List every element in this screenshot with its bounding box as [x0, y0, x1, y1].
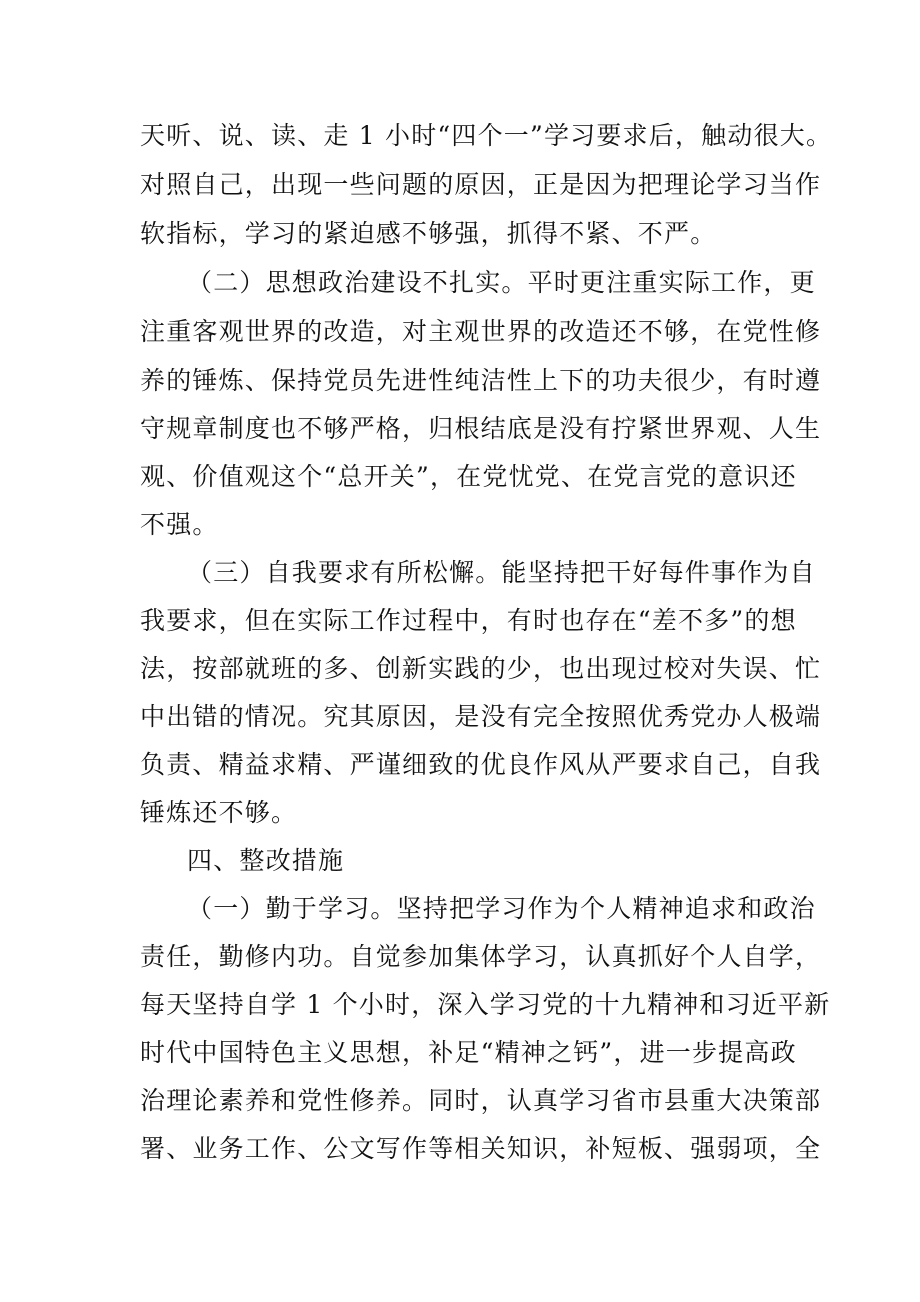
text-line: 养的锤炼、保持党员先进性纯洁性上下的功夫很少，有时遵 [140, 366, 822, 395]
text-line: 天听、说、读、走 1 小时“四个一”学习要求后，触动很大。 [140, 121, 833, 150]
text-line: 每天坚持自学 1 个小时，深入学习党的十九精神和习近平新 [140, 990, 831, 1019]
text-line: 我要求，但在实际工作过程中，有时也存在“差不多”的想 [140, 606, 797, 635]
text-line: 对照自己，出现一些问题的原因，正是因为把理论学习当作 [140, 170, 822, 199]
text-line: 守规章制度也不够严格，归根结底是没有拧紧世界观、人生 [140, 414, 822, 443]
text-line: 治理论素养和党性修养。同时，认真学习省市县重大决策部 [140, 1086, 822, 1115]
text-line: 注重客观世界的改造，对主观世界的改造还不够，在党性修 [140, 317, 822, 346]
paragraph-start-line: （三）自我要求有所松懈。能坚持把干好每件事作为自 [187, 558, 816, 587]
text-line: 时代中国特色主义思想，补足“精神之钙”，进一步提高政 [140, 1038, 797, 1067]
paragraph-start-line: （一）勤于学习。坚持把学习作为个人精神追求和政治 [187, 894, 816, 923]
text-line: 责任，勤修内功。自觉参加集体学习，认真抓好个人自学， [140, 942, 822, 971]
text-line: 不强。 [140, 510, 219, 539]
text-line: 软指标，学习的紧迫感不够强，抓得不紧、不严。 [140, 219, 717, 248]
text-line: 法，按部就班的多、创新实践的少，也出现过校对失误、忙 [140, 654, 822, 683]
section-heading: 四、整改措施 [187, 846, 345, 875]
text-line: 观、价值观这个“总开关”，在党忧党、在党言党的意识还 [140, 462, 797, 491]
text-line: 负责、精益求精、严谨细致的优良作风从严要求自己，自我 [140, 750, 822, 779]
paragraph-start-line: （二）思想政治建设不扎实。平时更注重实际工作，更 [187, 268, 816, 297]
text-line: 署、业务工作、公文写作等相关知识，补短板、强弱项，全 [140, 1134, 822, 1163]
text-line: 锤炼还不够。 [140, 798, 298, 827]
text-line: 中出错的情况。究其原因，是没有完全按照优秀党办人极端 [140, 702, 822, 731]
